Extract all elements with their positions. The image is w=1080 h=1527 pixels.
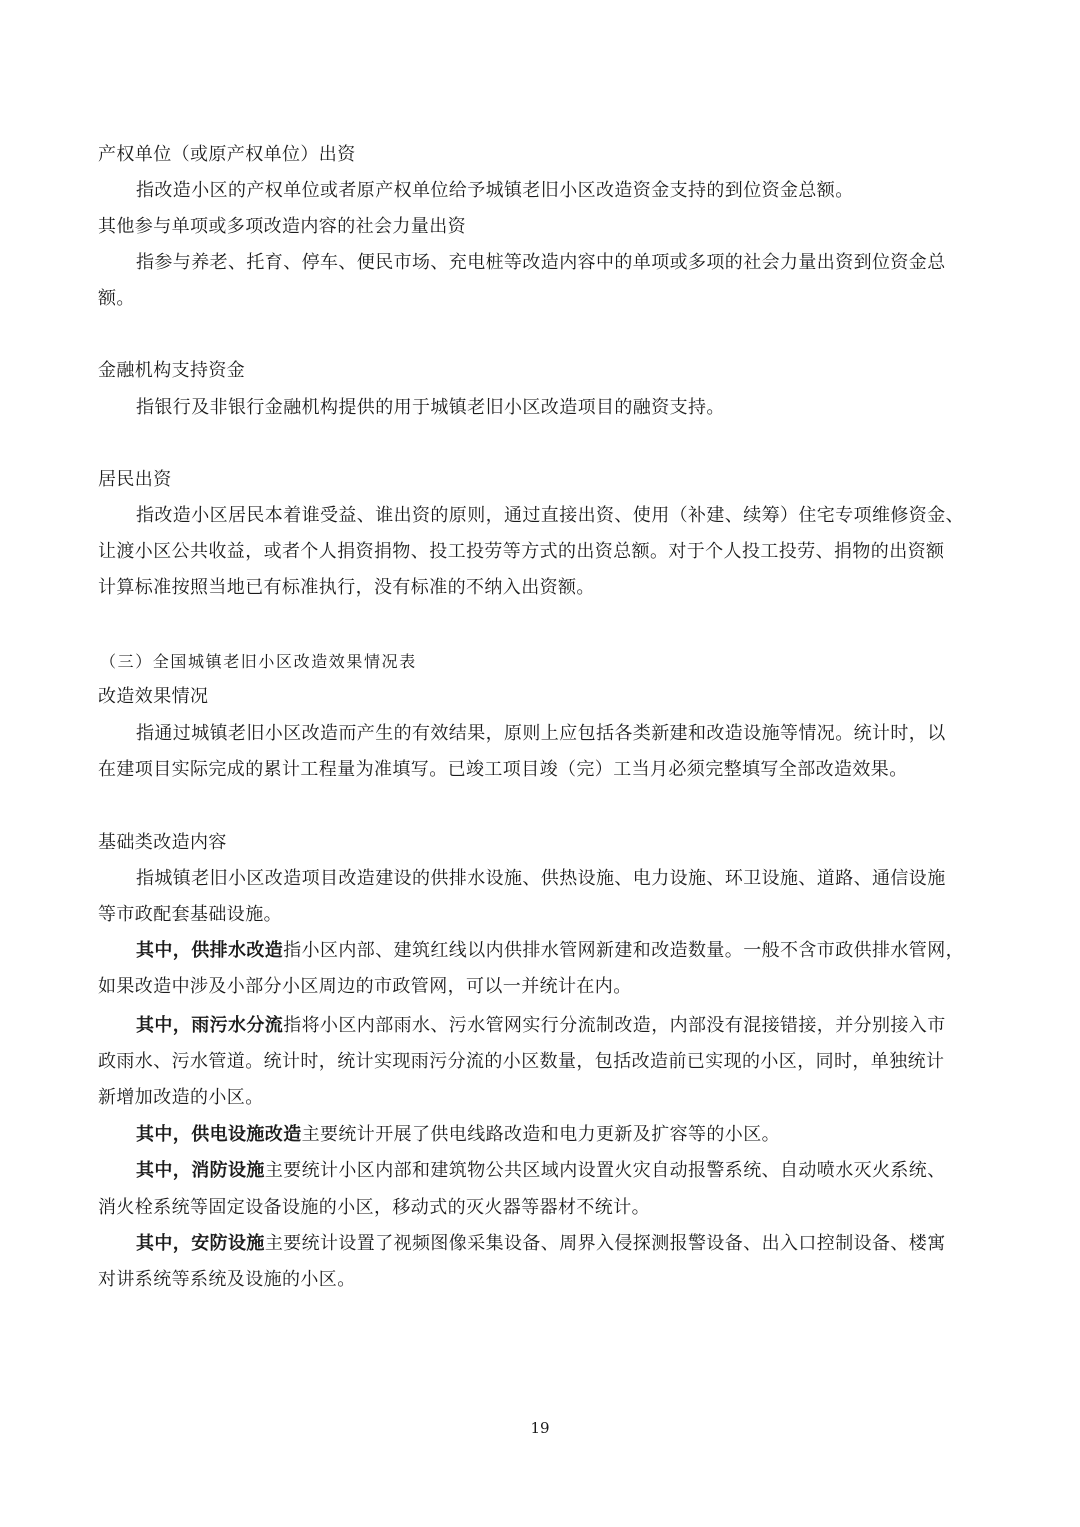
term-lead: 其中，: [136, 1124, 192, 1145]
section-heading: [100, 649, 417, 675]
line-text: 指小区内部、建筑红线以内供排水管网新建和改造数量。一般不含市政供排水管网，: [283, 940, 964, 961]
term-name: 雨污水分流: [191, 1015, 284, 1036]
text-line: [98, 1195, 650, 1221]
line-text: 计算标准按照当地已有标准执行，没有标准的不纳入出资额。: [98, 577, 595, 598]
text-line: [98, 1267, 356, 1293]
line-text: 其他参与单项或多项改造内容的社会力量出资: [98, 216, 466, 237]
text-line: [98, 575, 595, 601]
line-text: 政雨水、污水管道。统计时，统计实现雨污分流的小区数量，包括改造前已实现的小区，同时，单独统计: [98, 1051, 945, 1072]
line-text: 如果改造中涉及小部分小区周边的市政管网，可以一并统计在内。: [98, 976, 632, 997]
paragraph-line-indented: [136, 938, 964, 964]
term-name: 安防设施: [191, 1233, 265, 1254]
line-text: 指城镇老旧小区改造项目改造建设的供排水设施、供热设施、电力设施、环卫设施、道路、通信设施: [136, 868, 946, 889]
term-lead: 其中，: [136, 1015, 192, 1036]
text-line: [98, 1085, 264, 1111]
paragraph-line-indented: [136, 395, 725, 421]
line-text: 在建项目实际完成的累计工程量为准填写。已竣工项目竣（完）工当月必须完整填写全部改造效果。: [98, 759, 908, 780]
text-line: [98, 358, 245, 384]
paragraph-line-indented: [136, 1231, 946, 1257]
page-number: 19: [530, 1419, 550, 1437]
line-text: 主要统计开展了供电线路改造和电力更新及扩容等的小区。: [301, 1124, 781, 1145]
text-line: [98, 142, 356, 168]
line-text: 指将小区内部雨水、污水管网实行分流制改造，内部没有混接错接，并分别接入市: [283, 1015, 946, 1036]
text-line: [98, 467, 172, 493]
line-text: 金融机构支持资金: [98, 360, 246, 381]
line-text: 新增加改造的小区。: [98, 1087, 264, 1108]
term-lead: 其中，: [136, 1233, 192, 1254]
text-line: [98, 214, 466, 240]
term-lead: 其中，: [136, 1160, 192, 1181]
line-text: 产权单位（或原产权单位）出资: [98, 144, 356, 165]
line-text: （三）全国城镇老旧小区改造效果情况表: [100, 652, 417, 671]
line-text: 指参与养老、托育、停车、便民市场、充电桩等改造内容中的单项或多项的社会力量出资到位资金总: [136, 252, 946, 273]
paragraph-line-indented: [136, 503, 964, 529]
paragraph-line-indented: [136, 866, 946, 892]
paragraph-line-indented: [136, 1013, 946, 1039]
paragraph-line-indented: [136, 178, 854, 204]
line-text: 额。: [98, 288, 135, 309]
text-line: [98, 974, 632, 1000]
line-text: 基础类改造内容: [98, 832, 227, 853]
text-line: [98, 539, 944, 565]
line-text: 指改造小区居民本着谁受益、谁出资的原则，通过直接出资、使用（补建、续筹）住宅专项维修资金、: [136, 505, 964, 526]
line-text: 让渡小区公共收益，或者个人捐资捐物、投工投劳等方式的出资总额。对于个人投工投劳、捐物的出资额: [98, 541, 945, 562]
text-line: [98, 757, 908, 783]
paragraph-line-indented: [136, 1122, 780, 1148]
text-line: [98, 830, 227, 856]
text-line: [98, 684, 208, 710]
line-text: 主要统计设置了视频图像采集设备、周界入侵探测报警设备、出入口控制设备、楼寓: [264, 1233, 946, 1254]
line-text: 居民出资: [98, 469, 172, 490]
line-text: 消火栓系统等固定设备设施的小区，移动式的灭火器等器材不统计。: [98, 1197, 650, 1218]
term-lead: 其中，: [136, 940, 192, 961]
text-line: [98, 1049, 944, 1075]
text-line: [98, 286, 135, 312]
line-text: 改造效果情况: [98, 686, 209, 707]
line-text: 等市政配套基础设施。: [98, 904, 282, 925]
paragraph-line-indented: [136, 1158, 946, 1184]
term-name: 消防设施: [191, 1160, 265, 1181]
line-text: 主要统计小区内部和建筑物公共区域内设置火灾自动报警系统、自动喷水灭火系统、: [264, 1160, 946, 1181]
term-name: 供电设施改造: [191, 1124, 302, 1145]
line-text: 指银行及非银行金融机构提供的用于城镇老旧小区改造项目的融资支持。: [136, 397, 725, 418]
paragraph-line-indented: [136, 721, 946, 747]
paragraph-line-indented: [136, 250, 946, 276]
line-text: 指通过城镇老旧小区改造而产生的有效结果，原则上应包括各类新建和改造设施等情况。统计时，以: [136, 723, 946, 744]
line-text: 指改造小区的产权单位或者原产权单位给予城镇老旧小区改造资金支持的到位资金总额。: [136, 180, 854, 201]
term-name: 供排水改造: [191, 940, 284, 961]
line-text: 对讲系统等系统及设施的小区。: [98, 1269, 356, 1290]
text-line: [98, 902, 282, 928]
